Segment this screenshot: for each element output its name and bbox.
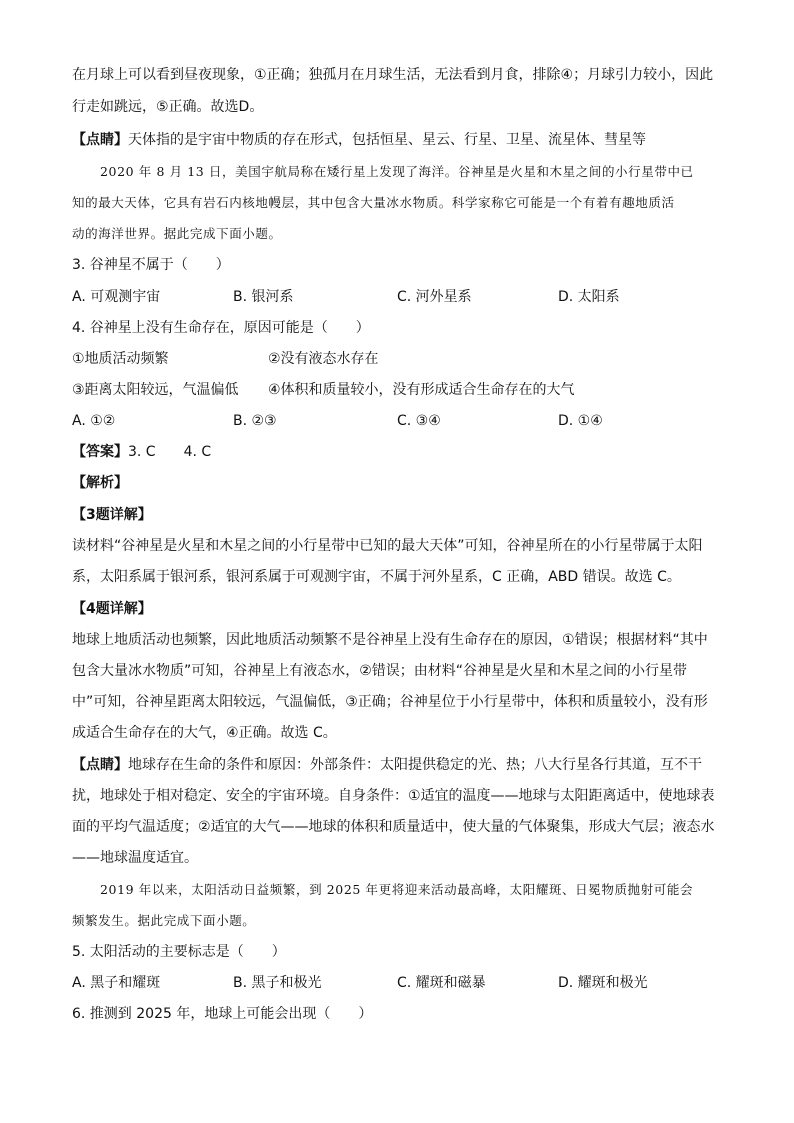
q3-detail-heading: 【3题详解】 <box>72 507 152 523</box>
material-line: 知的最大天体，它具有岩石内核地幔层，其中包含大量冰水物质。科学家称它可能是一个有着有趣地质活 <box>72 195 675 210</box>
text-line: 扰，地球处于相对稳定、安全的宇宙环境。自身条件：①适宜的温度——地球与太阳距离适中，使地球表 <box>72 788 715 804</box>
q4-option-d: D. ①④ <box>558 413 603 429</box>
answer-label: 【答案】 <box>72 444 128 460</box>
tip-line <box>72 755 732 775</box>
answer-line <box>72 442 732 462</box>
analysis-label: 【解析】 <box>72 475 128 491</box>
q5-option-b: B. 黑子和极光 <box>233 975 322 991</box>
question-6: 6. 推测到 2025 年，地球上可能会出现（ ） <box>72 1006 373 1022</box>
question-5: 5. 太阳活动的主要标志是（ ） <box>72 944 286 960</box>
q5-option-c: C. 耀斑和磁暴 <box>397 975 486 991</box>
text-line: 中”可知，谷神星距离太阳较远，气温偏低，③正确；谷神星位于小行星带中，体积和质量较小，没有形 <box>72 694 708 710</box>
q3-option-c: C. 河外星系 <box>397 289 472 305</box>
text-line: ——地球温度适宜。 <box>72 850 198 866</box>
text-line: 地球上地质活动也频繁，因此地质活动频繁不是谷神星上没有生命存在的原因，①错误；根据材料“其中 <box>72 632 708 648</box>
tip-label: 【点睛】 <box>72 132 128 148</box>
tip-text: 天体指的是宇宙中物质的存在形式，包括恒星、星云、行星、卫星、流星体、彗星等 <box>128 132 646 148</box>
answer-text: 3. C 4. C <box>128 444 212 460</box>
q4-option-b: B. ②③ <box>233 413 277 429</box>
material-line: 2019 年以来，太阳活动日益频繁，到 2025 年更将迎来活动最高峰，太阳耀斑、日冕物质抛射可能会 <box>100 882 694 897</box>
q4-option-c: C. ③④ <box>397 413 441 429</box>
tip-line <box>72 130 732 150</box>
q4-statement-3: ③距离太阳较远，气温偏低 <box>72 382 239 398</box>
text-line: 读材料“谷神星是火星和木星之间的小行星带中已知的最大天体”可知，谷神星所在的小行星带属于太阳 <box>72 538 703 554</box>
tip-label: 【点睛】 <box>72 757 128 773</box>
q3-option-d: D. 太阳系 <box>558 289 620 305</box>
q5-option-a: A. 黑子和耀斑 <box>72 975 161 991</box>
material-line: 频繁发生。据此完成下面小题。 <box>72 913 256 928</box>
question-3: 3. 谷神星不属于（ ） <box>72 257 230 273</box>
q3-option-b: B. 银河系 <box>233 289 294 305</box>
q4-option-a: A. ①② <box>72 413 116 429</box>
material-line: 动的海洋世界。据此完成下面小题。 <box>72 226 282 241</box>
q4-statement-1: ①地质活动频繁 <box>72 351 169 367</box>
q4-statement-2: ②没有液态水存在 <box>268 351 379 367</box>
text-line: 包含大量冰水物质”可知，谷神星上有液态水，②错误；由材料“谷神星是火星和木星之间的小行星带 <box>72 663 688 679</box>
material-line: 2020 年 8 月 13 日，美国宇航局称在矮行星上发现了海洋。谷神星是火星和木星之间的小行星带中已 <box>100 164 694 179</box>
q4-detail-heading: 【4题详解】 <box>72 601 152 617</box>
text-line: 成适合生命存在的大气，④正确。故选 C。 <box>72 725 337 741</box>
text-line: 行走如跳远，⑤正确。故选D。 <box>72 99 264 115</box>
q3-option-a: A. 可观测宇宙 <box>72 289 161 305</box>
q5-option-d: D. 耀斑和极光 <box>558 975 648 991</box>
question-4: 4. 谷神星上没有生命存在，原因可能是（ ） <box>72 320 370 336</box>
tip-text: 地球存在生命的条件和原因：外部条件：太阳提供稳定的光、热；八大行星各行其道，互不干 <box>128 757 702 773</box>
q4-statement-4: ④体积和质量较小，没有形成适合生命存在的大气 <box>268 382 575 398</box>
text-line: 系，太阳系属于银河系，银河系属于可观测宇宙，不属于河外星系，C 正确，ABD 错误。故选 C。 <box>72 569 681 585</box>
text-line: 面的平均气温适度；②适宜的大气——地球的体积和质量适中，使大量的气体聚集，形成大气层；液态水 <box>72 819 715 835</box>
text-line: 在月球上可以看到昼夜现象，①正确；独孤月在月球生活，无法看到月食，排除④；月球引力较小，因此 <box>72 67 714 83</box>
